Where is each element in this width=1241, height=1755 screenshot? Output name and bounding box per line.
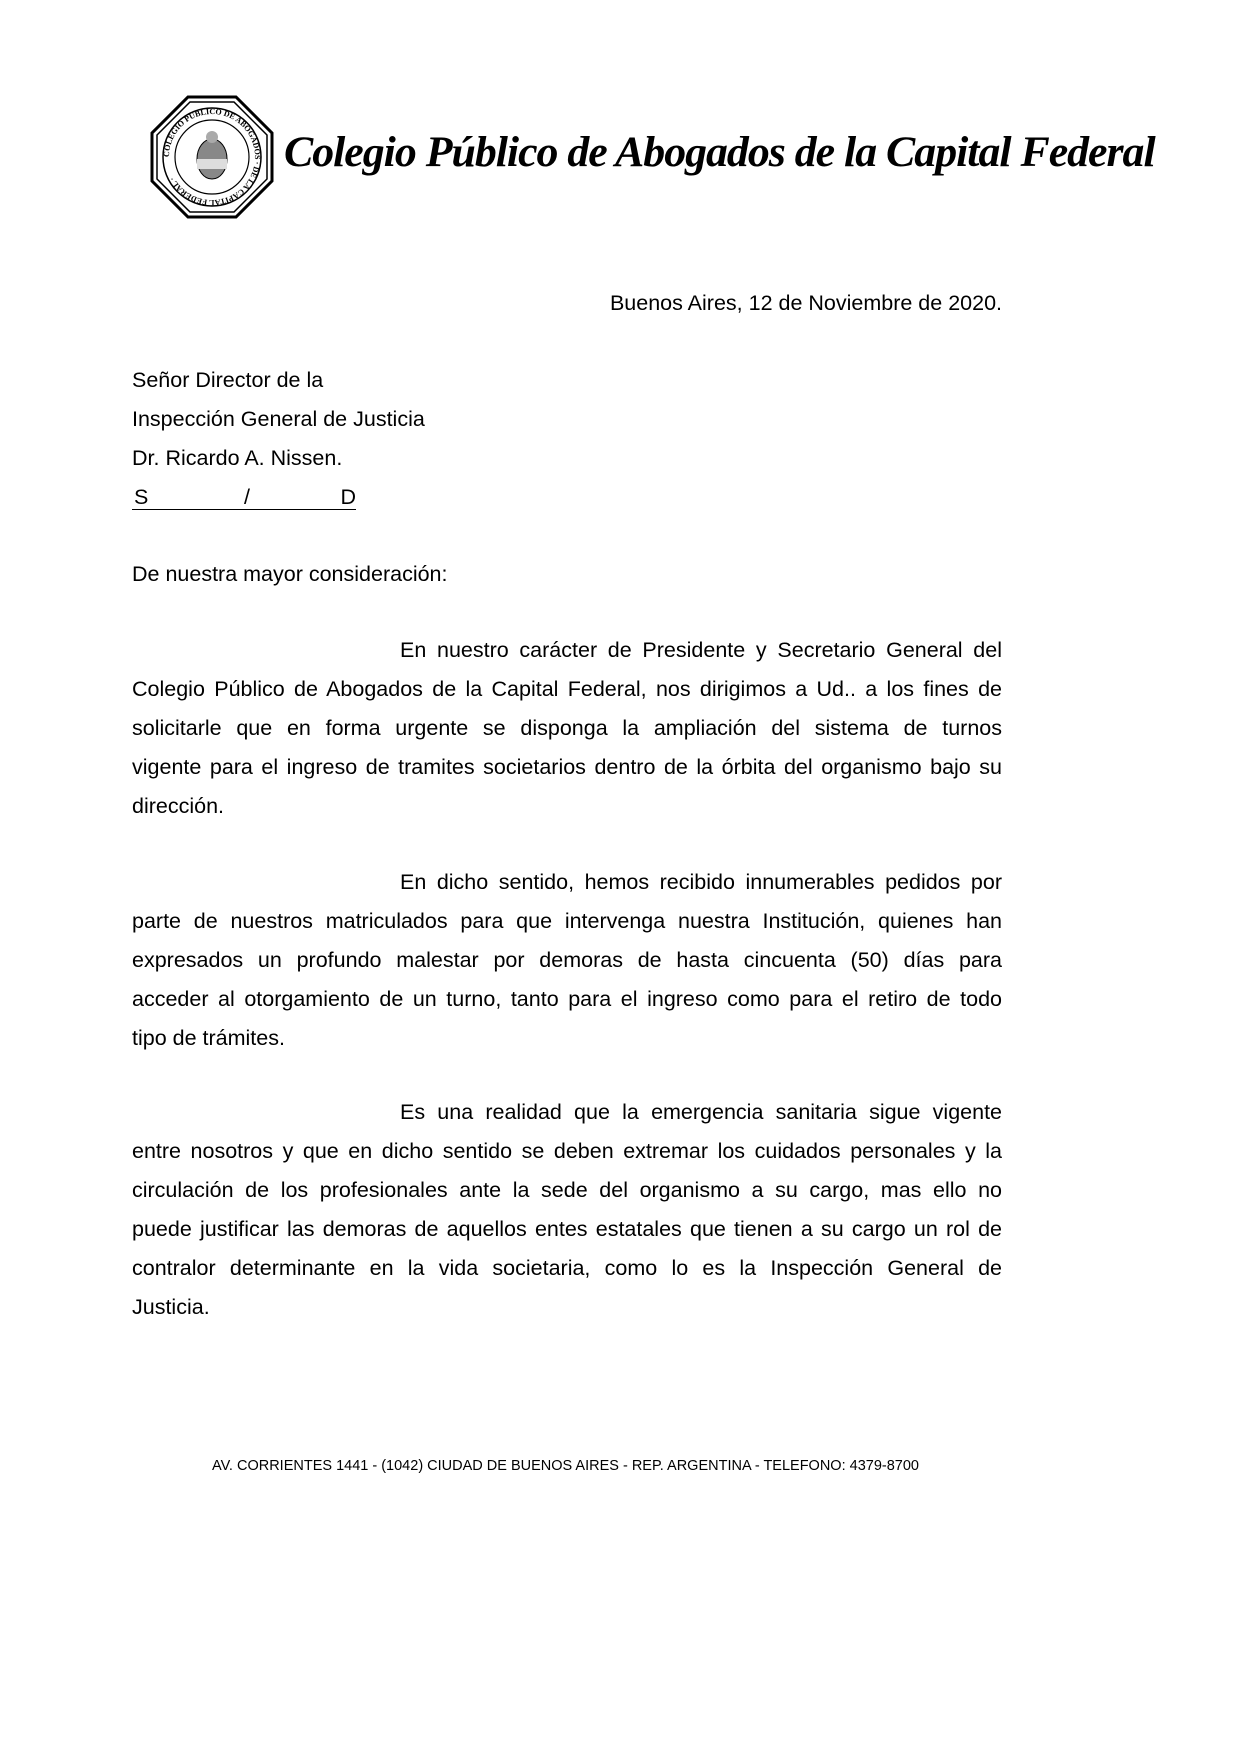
paragraph-line: acceder al otorgamiento de un turno, tanto para el ingreso como para el retiro de todo — [132, 987, 1002, 1011]
paragraph-line: solicitarle que en forma urgente se disponga la ampliación del sistema de turnos — [132, 716, 1002, 740]
paragraph-1 — [132, 631, 1002, 826]
footer-address: AV. CORRIENTES 1441 - (1042) CIUDAD DE BUENOS AIRES - REP. ARGENTINA - TELEFONO: 4379-8700 — [212, 1458, 919, 1474]
seal-text: COLEGIO PUBLICO DE ABOGADOS · DE LA CAPITAL FEDERAL · — [161, 106, 263, 208]
paragraph-line: contralor determinante en la vida societaria, como lo es la Inspección General de — [132, 1256, 1002, 1280]
recipient-line: Dr. Ricardo A. Nissen. — [132, 446, 343, 470]
paragraph-line: En nuestro carácter de Presidente y Secretario General del — [400, 638, 1002, 662]
paragraph-3 — [132, 1093, 1002, 1327]
organization-name: Colegio Público de Abogados de la Capital Federal — [284, 129, 1155, 176]
paragraph-line: entre nosotros y que en dicho sentido se deben extremar los cuidados personales y la — [132, 1139, 1002, 1163]
recipient-block — [132, 361, 1002, 530]
paragraph-line: Colegio Público de Abogados de la Capital Federal, nos dirigimos a Ud.. a los fines de — [132, 677, 1002, 701]
greeting: De nuestra mayor consideración: — [132, 562, 448, 586]
seal-logo — [150, 95, 274, 219]
paragraph-line: puede justificar las demoras de aquellos entes estatales que tienen a su cargo un rol de — [132, 1217, 1002, 1241]
paragraph-line: circulación de los profesionales ante la sede del organismo a su cargo, mas ello no — [132, 1178, 1002, 1202]
sd-slash: / — [244, 485, 250, 509]
recipient-line: Inspección General de Justicia — [132, 407, 425, 431]
recipient-line: Señor Director de la — [132, 368, 324, 392]
sd-d: D — [340, 485, 356, 509]
paragraph-line: Justicia. — [132, 1295, 210, 1319]
paragraph-line: parte de nuestros matriculados para que intervenga nuestra Institución, quienes han — [132, 909, 1002, 933]
paragraph-2 — [132, 863, 1002, 1058]
paragraph-line: vigente para el ingreso de tramites societarios dentro de la órbita del organismo bajo su — [132, 755, 1002, 779]
paragraph-line: tipo de trámites. — [132, 1026, 285, 1050]
sd-s: S — [134, 485, 149, 509]
paragraph-line: dirección. — [132, 794, 225, 818]
paragraph-line: Es una realidad que la emergencia sanitaria sigue vigente — [400, 1100, 1002, 1124]
paragraph-line: expresados un profundo malestar por demoras de hasta cincuenta (50) días para — [132, 948, 1002, 972]
letter-date: Buenos Aires, 12 de Noviembre de 2020. — [609, 291, 1002, 315]
paragraph-line: En dicho sentido, hemos recibido innumerables pedidos por — [400, 870, 1002, 894]
su-despacho — [132, 478, 356, 517]
